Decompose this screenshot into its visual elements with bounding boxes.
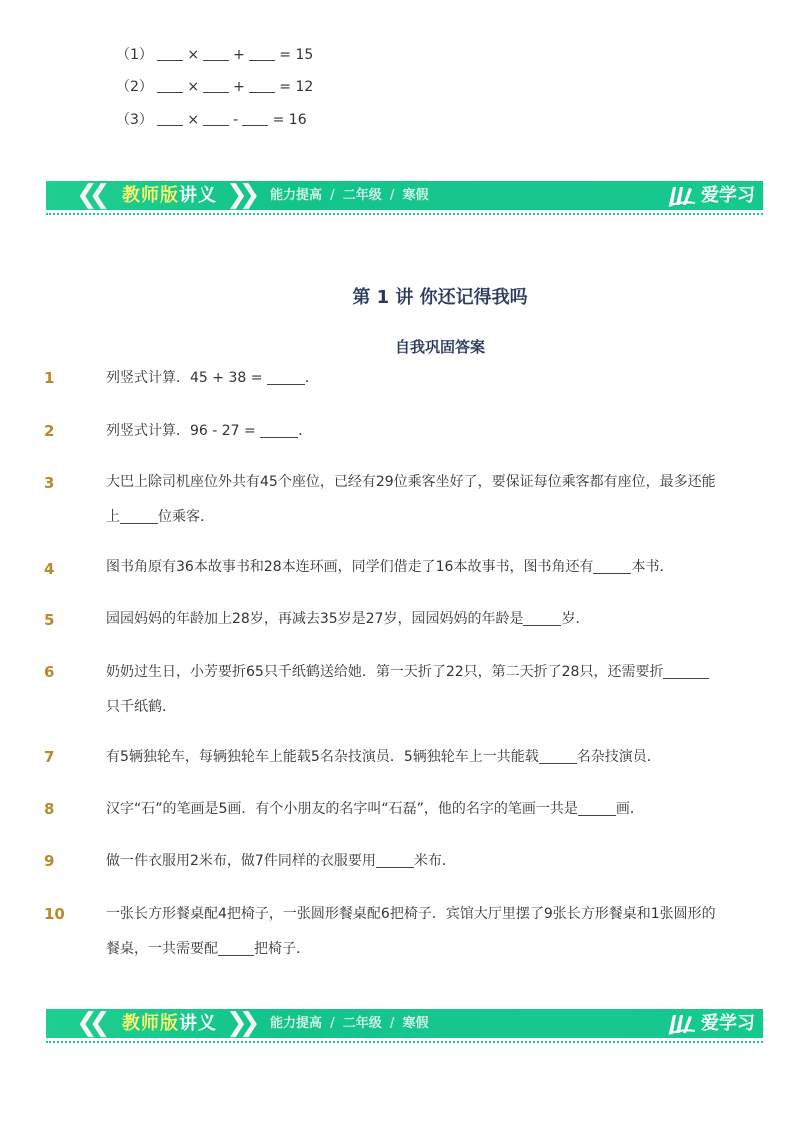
double-chevron-left-icon: ❮❮ bbox=[76, 1008, 102, 1038]
book-logo-icon bbox=[667, 1013, 697, 1035]
double-chevron-right-icon: ❯❯ bbox=[226, 1008, 252, 1038]
problem-number: 9 bbox=[44, 852, 55, 870]
lecture-title: 第 1 讲 你还记得我吗 bbox=[352, 287, 528, 308]
answer-blank bbox=[593, 559, 631, 574]
answer-blank bbox=[267, 370, 305, 385]
problem-number: 3 bbox=[44, 474, 55, 492]
blank-field bbox=[203, 78, 229, 93]
problem-text: 做一件衣服用2米布，做7件同样的衣服要用 米布． bbox=[106, 853, 456, 869]
blank-field bbox=[249, 46, 275, 61]
brand-logo: 爱学习 bbox=[667, 1009, 755, 1038]
problem-number: 4 bbox=[44, 560, 55, 578]
banner-subtitle: 能力提高 / 二年级 / 寒假 bbox=[270, 188, 429, 203]
blank-field bbox=[249, 78, 275, 93]
double-chevron-left-icon: ❮❮ bbox=[76, 180, 102, 210]
problem-number: 2 bbox=[44, 422, 55, 440]
exercise-line-3 bbox=[116, 110, 307, 130]
problem-number: 5 bbox=[44, 611, 55, 629]
answer-blank bbox=[120, 509, 158, 524]
exercise-line-2 bbox=[116, 77, 313, 97]
problem-text: 列竖式计算．45 + 38 = ． bbox=[106, 370, 319, 386]
exercise-result: = 12 bbox=[279, 79, 314, 95]
answer-blank bbox=[260, 423, 298, 438]
book-logo-icon bbox=[667, 185, 697, 207]
exercise-result: = 15 bbox=[279, 47, 314, 63]
operator-sign: + bbox=[233, 79, 245, 95]
answer-blank bbox=[663, 664, 709, 679]
operator-sign: + bbox=[233, 47, 245, 63]
header-banner bbox=[46, 181, 763, 215]
problem-text: 汉字“石”的笔画是5画．有个小朋友的名字叫“石磊”，他的名字的笔画一共是 画． bbox=[106, 801, 644, 817]
exercise-label: （2） bbox=[116, 79, 153, 95]
problem-number: 1 bbox=[44, 369, 55, 387]
double-chevron-right-icon: ❯❯ bbox=[226, 180, 252, 210]
dotted-divider bbox=[46, 1041, 763, 1043]
multiply-sign: × bbox=[187, 47, 200, 63]
section-title: 自我巩固答案 bbox=[394, 338, 485, 356]
problem-text: 一张长方形餐桌配4把椅子，一张圆形餐桌配6把椅子．宾馆大厅里摆了9张长方形餐桌和1张圆形的餐桌，一共需要配 把椅子． bbox=[106, 906, 716, 957]
blank-field bbox=[157, 46, 183, 61]
answer-blank bbox=[376, 853, 414, 868]
problem-text: 大巴上除司机座位外共有45个座位，已经有29位乘客坐好了，要保证每位乘客都有座位，最多还能上 位乘客． bbox=[106, 474, 716, 525]
dotted-divider bbox=[46, 213, 763, 215]
problem-number: 7 bbox=[44, 748, 55, 766]
problem-text: 图书角原有36本故事书和28本连环画，同学们借走了16本故事书，图书角还有 本书． bbox=[106, 559, 674, 575]
problem-number: 8 bbox=[44, 800, 55, 818]
problem-text: 奶奶过生日，小芳要折65只千纸鹤送给她．第一天折了22只，第二天折了28只，还需要折只千纸鹤． bbox=[106, 655, 716, 725]
answer-blank bbox=[578, 801, 616, 816]
banner-subtitle: 能力提高 / 二年级 / 寒假 bbox=[270, 1016, 429, 1031]
problem-text: 列竖式计算．96 - 27 = ． bbox=[106, 423, 313, 439]
banner-title: 教师版讲义 bbox=[122, 185, 217, 206]
answer-blank bbox=[218, 941, 254, 956]
blank-field bbox=[203, 111, 229, 126]
exercise-line-1 bbox=[116, 45, 313, 65]
footer-banner bbox=[46, 1009, 763, 1043]
blank-field bbox=[203, 46, 229, 61]
banner-title: 教师版讲义 bbox=[122, 1013, 217, 1034]
brand-logo: 爱学习 bbox=[667, 181, 755, 210]
answer-blank bbox=[539, 749, 577, 764]
answer-blank bbox=[523, 611, 561, 626]
blank-field bbox=[157, 111, 183, 126]
exercise-result: = 16 bbox=[272, 112, 307, 128]
operator-sign: - bbox=[233, 112, 239, 128]
blank-field bbox=[242, 111, 268, 126]
problem-number: 10 bbox=[44, 905, 65, 923]
exercise-label: （3） bbox=[116, 112, 153, 128]
multiply-sign: × bbox=[187, 79, 200, 95]
problem-number: 6 bbox=[44, 663, 55, 681]
problem-text: 有5辆独轮车，每辆独轮车上能载5名杂技演员．5辆独轮车上一共能载 名杂技演员． bbox=[106, 749, 661, 765]
problem-text: 园园妈妈的年龄加上28岁，再减去35岁是27岁，园园妈妈的年龄是 岁． bbox=[106, 611, 590, 627]
blank-field bbox=[157, 78, 183, 93]
exercise-label: （1） bbox=[116, 47, 153, 63]
multiply-sign: × bbox=[187, 112, 200, 128]
